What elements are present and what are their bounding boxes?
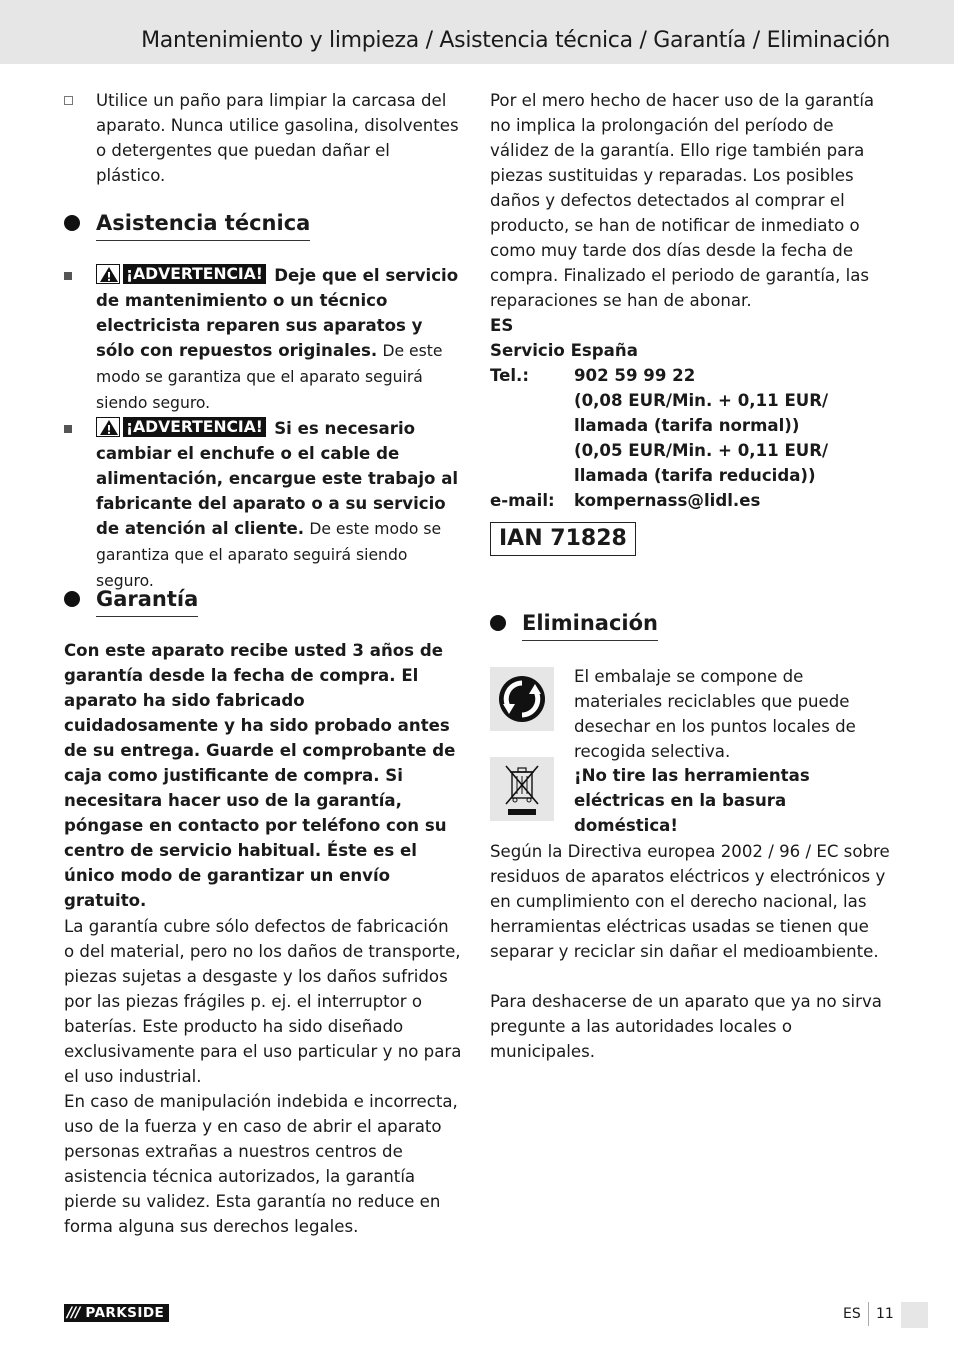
tel-rate-normal-1-row	[490, 388, 890, 413]
garantia-heading: Garantía	[64, 584, 464, 617]
service-name: Servicio España	[490, 341, 638, 360]
tel-rate-normal-2-row	[490, 413, 890, 438]
tel-rate-reduced-2-row	[490, 463, 890, 488]
section-dot-icon	[64, 591, 80, 607]
warning-triangle-icon	[96, 417, 120, 437]
tel-rate-reduced-2: llamada (tarifa reducida))	[574, 466, 816, 485]
page-number: 11	[876, 1306, 894, 1322]
garantia-continued: Por el mero hecho de hacer uso de la garantía no implica la prolongación del período de válidez de la garantía. Ello rige también para piezas sustituidas y reparadas. Los posibles daños y defectos detectados al comprar el producto, se han de notificar de inmediato o como muy tarde dos días desde la fecha de compra. Finalizado el periodo de garantía, las reparaciones se han de abonar.	[490, 91, 875, 310]
spacer	[490, 413, 574, 438]
service-tel-row	[490, 363, 890, 388]
section-dot-icon	[490, 615, 506, 631]
service-contact	[490, 313, 890, 513]
brand-name: PARKSIDE	[85, 1305, 165, 1321]
parkside-logo	[64, 1304, 169, 1322]
service-country: ES	[490, 316, 514, 335]
page-title: Mantenimiento y limpieza / Asistencia técnica / Garantía / Eliminación	[141, 28, 890, 53]
eliminacion-paragraph-1: Según la Directiva europea 2002 / 96 / EC sobre residuos de aparatos eléctricos y electrónicos y en cumplimiento con el derecho nacional, las herramientas eléctricas usadas se tienen que separar y reciclar sin dañar el medioambiente.	[490, 842, 890, 961]
garantia-bold-paragraph: Con este aparato recibe usted 3 años de garantía desde la fecha de compra. El aparato ha sido fabricado cuidadosamente y ha sido probado antes de su entrega. Guarde el comprobante de caja como justificante de compra. Si necesitara hacer uso de la garantía, póngase en contacto por teléfono con su centro de servicio habitual. Éste es el único modo de garantizar un envío gratuito.	[64, 641, 456, 910]
tel-rate-normal-1: (0,08 EUR/Min. + 0,11 EUR/	[574, 391, 829, 410]
warning-item-1: ¡ADVERTENCIA! Deje que el servicio de mantenimiento o un técnico electricista reparen sus aparatos y sólo con repuestos originales. De este modo se garantiza que el aparato seguirá siendo seguro.	[64, 263, 464, 416]
warning-item-2: ¡ADVERTENCIA! Si es necesario cambiar el enchufe o el cable de alimentación, encargue este trabajo al fabricante del aparato o a su servicio de atención al cliente. De este modo se garantiza que el aparato seguirá siendo seguro.	[64, 416, 464, 594]
warning-label: ¡ADVERTENCIA!	[123, 264, 266, 284]
warning-tag	[96, 417, 266, 437]
spacer	[490, 438, 574, 463]
footer-language: ES	[843, 1306, 861, 1322]
tel-number: 902 59 99 22	[574, 366, 696, 385]
garantia-paragraph-3: En caso de manipulación indebida e incorrecta, uso de la fuerza y en caso de abrir el aparato personas extrañas a nuestros centros de asistencia técnica autorizados, la garantía pierde su validez. Esta garantía no reduce en forma alguna sus derechos legales.	[64, 1092, 458, 1236]
eliminacion-section	[490, 608, 890, 641]
tel-rate-reduced-1: (0,05 EUR/Min. + 0,11 EUR/	[574, 441, 829, 460]
logo-stripes-icon: ///	[67, 1305, 80, 1321]
eliminacion-paragraph-2: Para deshacerse de un aparato que ya no sirva pregunte a las autoridades locales o municipales.	[490, 992, 882, 1061]
eliminacion-heading: Eliminación	[490, 608, 890, 641]
crossed-bin-icon	[490, 757, 554, 821]
ian-container	[490, 522, 890, 556]
garantia-paragraph-2: La garantía cubre sólo defectos de fabricación o del material, pero no los daños de transporte, piezas sujetas a desgaste y los daños sufridos por las piezas frágiles p. ej. el interruptor o baterías. Este producto ha sido diseñado exclusivamente para el uso particular y no para el uso industrial.	[64, 917, 462, 1086]
square-bullet-icon	[64, 425, 72, 433]
care-section	[64, 88, 464, 188]
warning-tag	[96, 264, 266, 284]
warning-label: ¡ADVERTENCIA!	[123, 417, 266, 437]
asistencia-list	[64, 263, 464, 594]
square-bullet-icon	[64, 96, 73, 105]
weee-warning-text: ¡No tire las herramientas eléctricas en la basura doméstica!	[574, 766, 810, 835]
footer-divider	[868, 1302, 869, 1326]
service-email-row	[490, 488, 890, 513]
tel-rate-reduced-1-row	[490, 438, 890, 463]
email-label: e-mail:	[490, 491, 555, 510]
garantia-section	[64, 584, 464, 617]
asistencia-section	[64, 208, 464, 241]
asistencia-heading: Asistencia técnica	[64, 208, 464, 241]
tel-label: Tel.:	[490, 366, 529, 385]
care-bullet: Utilice un paño para limpiar la carcasa del aparato. Nunca utilice gasolina, disolventes o detergentes que puedan dañar el plástico.	[64, 88, 464, 188]
ian-number: IAN 71828	[490, 522, 636, 556]
spacer	[490, 463, 574, 488]
packaging-text: El embalaje se compone de materiales reciclables que puede desechar en los puntos locales de recogida selectiva.	[574, 667, 856, 761]
tel-rate-normal-2: llamada (tarifa normal))	[574, 416, 800, 435]
footer-tab	[901, 1302, 928, 1328]
section-dot-icon	[64, 215, 80, 231]
warning-triangle-icon	[96, 264, 120, 284]
square-bullet-icon	[64, 272, 72, 280]
email-address[interactable]: kompernass@lidl.es	[574, 491, 761, 510]
spacer	[490, 388, 574, 413]
green-dot-recycle-icon	[490, 667, 554, 731]
